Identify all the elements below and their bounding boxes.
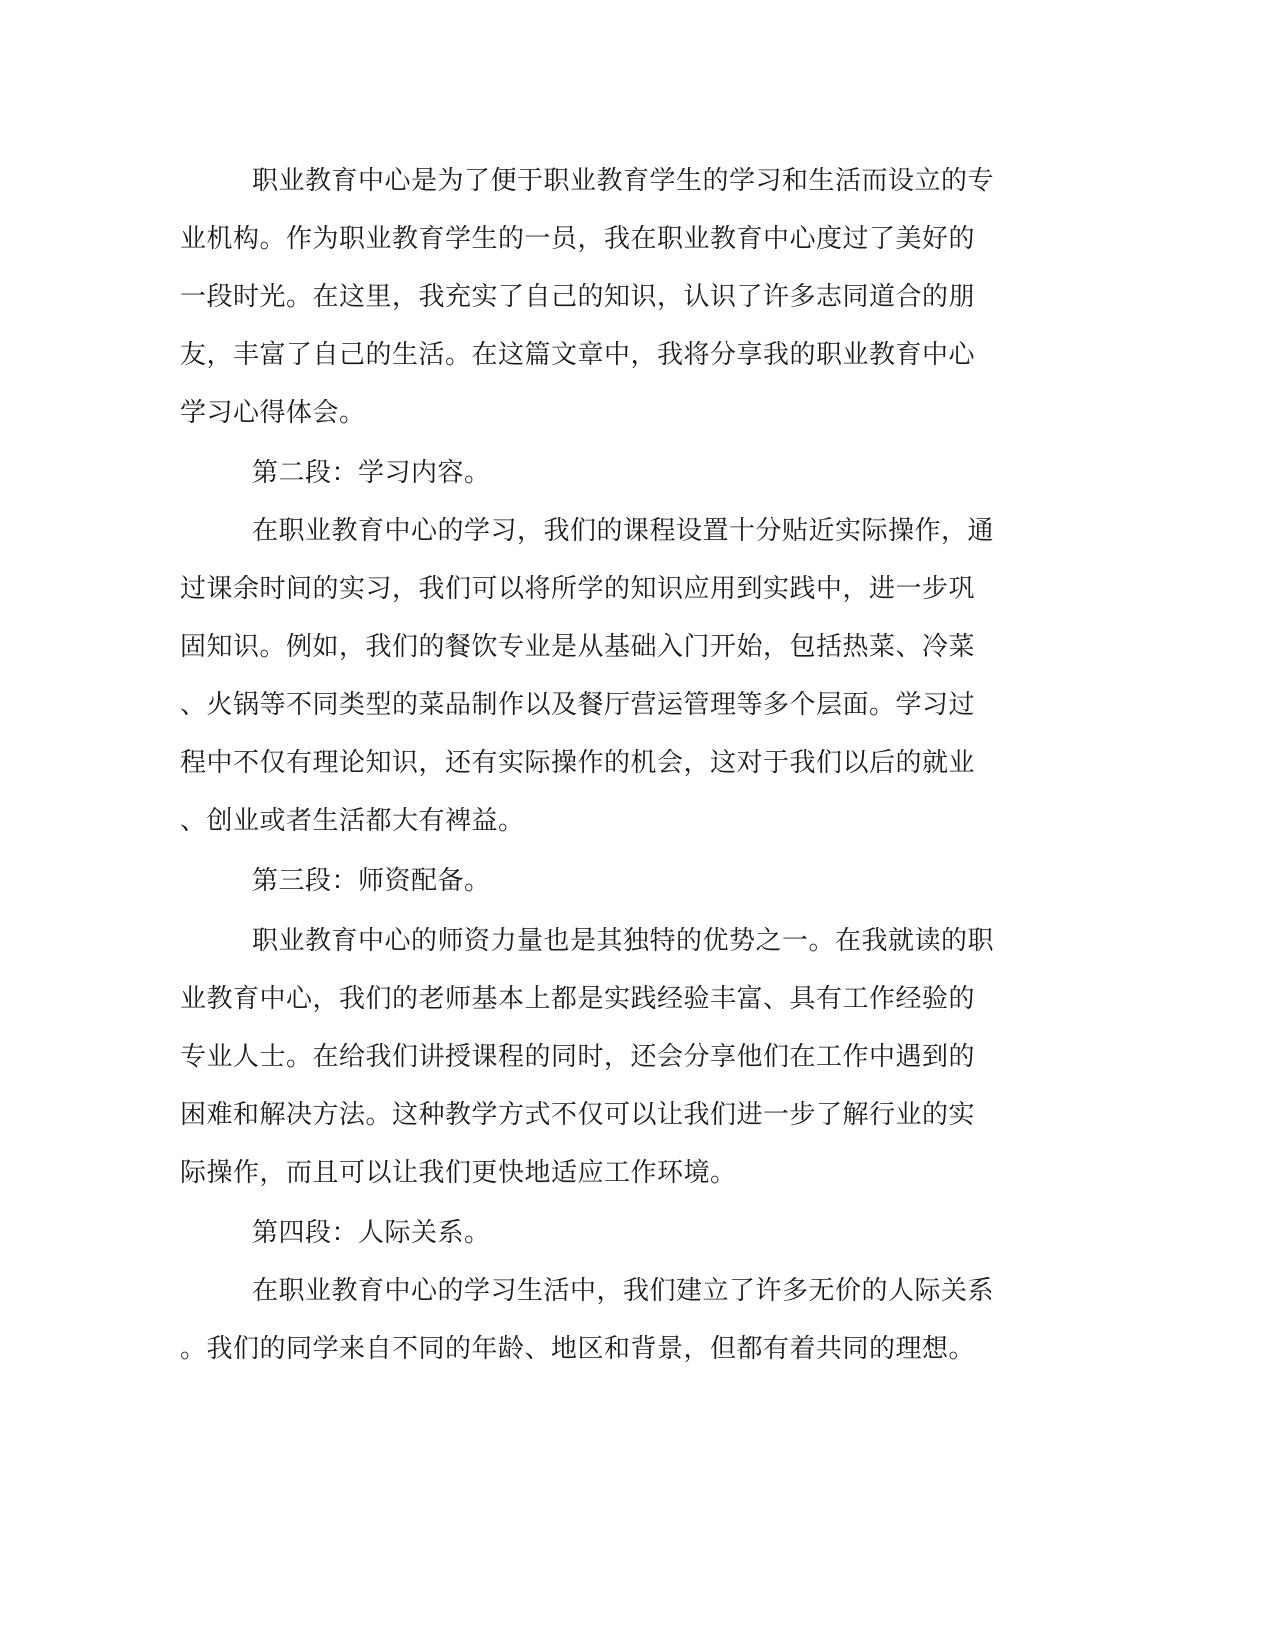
section-heading: 第三段：师资配备。 (252, 866, 491, 896)
text-line: 固知识。例如，我们的餐饮专业是从基础入门开始，包括热菜、冷菜 (180, 632, 976, 662)
text-line: 一段时光。在这里，我充实了自己的知识，认识了许多志同道合的朋 (180, 282, 976, 312)
text-line: 、创业或者生活都大有裨益。 (180, 806, 525, 836)
section-heading: 第二段：学习内容。 (252, 458, 491, 488)
text-line: 专业人士。在给我们讲授课程的同时，还会分享他们在工作中遇到的 (180, 1042, 976, 1072)
text-line: 在职业教育中心的学习生活中，我们建立了许多无价的人际关系 (252, 1276, 995, 1306)
text-line: 、火锅等不同类型的菜品制作以及餐厅营运管理等多个层面。学习过 (180, 690, 976, 720)
text-line: 。我们的同学来自不同的年龄、地区和背景，但都有着共同的理想。 (180, 1334, 976, 1364)
text-line: 业机构。作为职业教育学生的一员，我在职业教育中心度过了美好的 (180, 224, 976, 254)
text-line: 职业教育中心的师资力量也是其独特的优势之一。在我就读的职 (252, 926, 995, 956)
text-line: 职业教育中心是为了便于职业教育学生的学习和生活而设立的专 (252, 166, 995, 196)
text-line: 过课余时间的实习，我们可以将所学的知识应用到实践中，进一步巩 (180, 574, 976, 604)
text-line: 友，丰富了自己的生活。在这篇文章中，我将分享我的职业教育中心 (180, 340, 976, 370)
text-line: 困难和解决方法。这种教学方式不仅可以让我们进一步了解行业的实 (180, 1100, 976, 1130)
text-line: 程中不仅有理论知识，还有实际操作的机会，这对于我们以后的就业 (180, 748, 976, 778)
text-line: 学习心得体会。 (180, 398, 366, 428)
section-heading: 第四段：人际关系。 (252, 1218, 491, 1248)
text-line: 际操作，而且可以让我们更快地适应工作环境。 (180, 1158, 737, 1188)
text-line: 业教育中心，我们的老师基本上都是实践经验丰富、具有工作经验的 (180, 984, 976, 1014)
text-line: 在职业教育中心的学习，我们的课程设置十分贴近实际操作，通 (252, 516, 995, 546)
